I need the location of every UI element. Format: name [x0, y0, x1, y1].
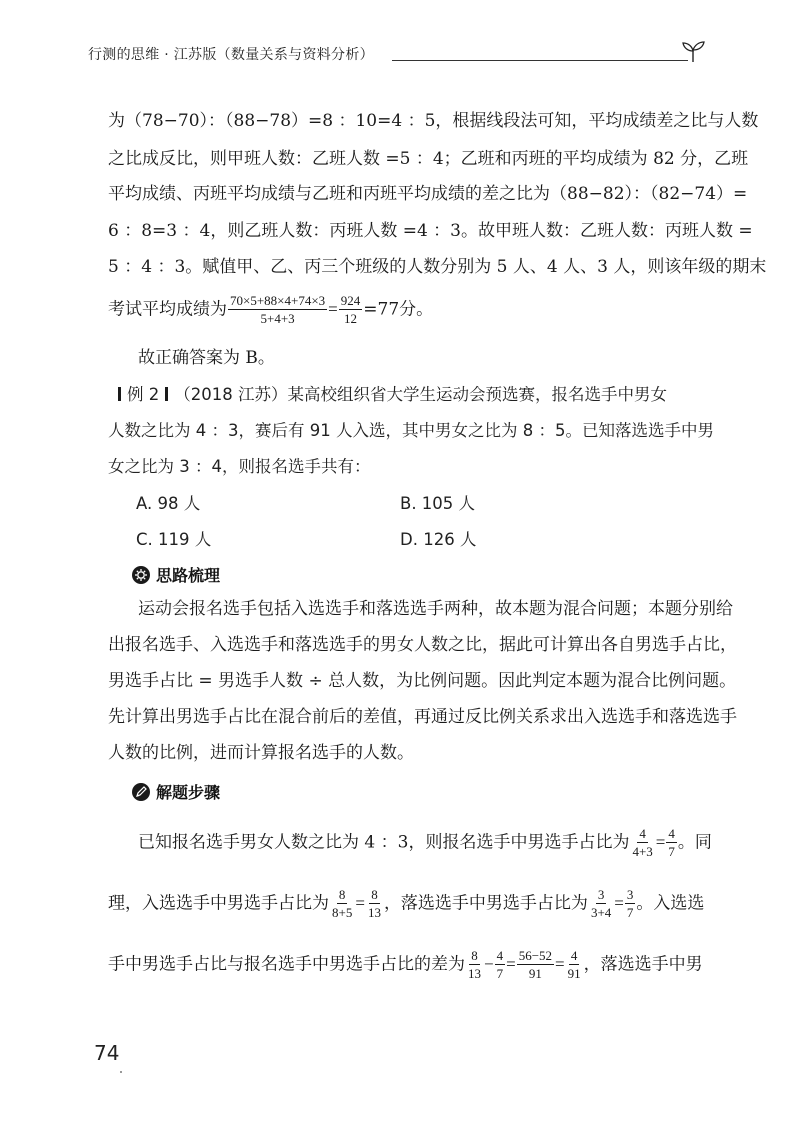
numerator: 4: [570, 948, 578, 963]
text-segment: 理，入选选手中男选手占比为: [108, 893, 329, 914]
fraction: [666, 826, 677, 859]
text-line: 之比成反比，则甲班人数：乙班人数 =5 ：4；乙班和丙班的平均成绩为 82 分，乙班: [108, 149, 749, 169]
denominator: 7: [668, 844, 675, 859]
fraction: [517, 948, 554, 981]
formula-line: [138, 826, 712, 859]
answer-line: 故正确答案为 B。: [138, 348, 275, 368]
numerator: 924: [340, 293, 361, 308]
text-segment: ，落选选手中男选手占比为: [383, 893, 588, 914]
fraction: [330, 887, 354, 920]
denominator: 7: [496, 966, 504, 981]
text-segment: 已知报名选手男女人数之比为 4 ：3，则报名选手中男选手占比为: [138, 832, 630, 853]
section-title: 思路梳理: [156, 566, 221, 585]
text-line: 运动会报名选手包括入选选手和落选选手两种，故本题为混合问题；本题分别给: [138, 599, 733, 619]
section-heading-analysis: [132, 563, 220, 586]
fraction: [625, 887, 636, 920]
denominator: 13: [468, 966, 481, 981]
text-segment: =77分。: [363, 299, 434, 320]
denominator: 12: [344, 311, 358, 326]
fraction: [228, 293, 327, 326]
option-c: C. 119 人: [136, 530, 212, 549]
formula-line: [108, 293, 706, 326]
text-line: 人数的比例，进而计算报名选手的人数。: [108, 743, 414, 763]
section-heading-steps: [132, 780, 220, 803]
denominator: 7: [626, 905, 634, 920]
question-line: 女之比为 3 ：4，则报名选手共有：: [108, 457, 371, 476]
formula-line: [108, 887, 706, 920]
text-segment: ，落选选手中男: [583, 954, 703, 975]
numerator: 8: [338, 887, 346, 902]
question-text: （2018 江苏）某高校组织省大学生运动会预选赛，报名选手中男女: [174, 385, 667, 404]
numerator: 4: [668, 826, 675, 841]
fraction: [466, 948, 483, 981]
option-d: D. 126 人: [400, 530, 477, 549]
numerator: 70×5+88×4+74×3: [230, 293, 326, 308]
question-line: 人数之比为 4 ：3，赛后有 91 人入选，其中男女之比为 8 ：5。已知落选选手中男: [108, 421, 714, 440]
scan-speck: [120, 1071, 122, 1073]
option-a: A. 98 人: [136, 494, 201, 513]
denominator: 5+4+3: [260, 311, 295, 326]
example-tag: 例 2: [127, 385, 160, 404]
fraction: [589, 887, 613, 920]
fraction: [495, 948, 506, 981]
example-bar-left: [118, 387, 121, 401]
numerator: 4: [639, 826, 646, 841]
equals-sign: =: [506, 954, 516, 974]
denominator: 91: [567, 966, 581, 981]
numerator: 4: [496, 948, 504, 963]
equals-sign: =: [328, 299, 338, 319]
text-segment: 考试平均成绩为: [108, 299, 227, 320]
equals-sign: =: [614, 893, 624, 913]
equals-sign: =: [355, 893, 365, 913]
fraction: [630, 826, 654, 859]
example-line: [118, 384, 716, 406]
numerator: 3: [626, 887, 634, 902]
text-segment: 手中男选手占比与报名选手中男选手占比的差为: [108, 954, 465, 975]
numerator: 8: [471, 948, 478, 963]
equals-sign: =: [555, 954, 565, 974]
denominator: 3+4: [590, 905, 612, 920]
fraction: [339, 293, 363, 326]
equals-sign: =: [655, 832, 666, 852]
minus-sign: −: [484, 954, 494, 974]
example-bar-right: [165, 387, 168, 401]
gear-icon: [132, 566, 150, 584]
page-number: 74: [94, 1041, 120, 1065]
text-line: 先计算出男选手占比在混合前后的差值，再通过反比例关系求出入选选手和落选选手: [108, 707, 737, 727]
text-line: 为（78−70）：（88−78）=8 ：10=4 ：5，根据线段法可知，平均成绩差之比与人数: [108, 111, 759, 131]
denominator: 91: [528, 966, 542, 981]
running-header: 行测的思维 · 江苏版（数量关系与资料分析）: [88, 47, 374, 63]
text-line: 出报名选手、入选选手和落选选手的男女人数之比，据此可计算出各自男选手占比，: [108, 635, 737, 655]
section-title: 解题步骤: [156, 783, 221, 802]
fraction: [566, 948, 583, 981]
numerator: 56−52: [518, 948, 553, 963]
pen-icon: [132, 783, 150, 801]
denominator: 13: [367, 905, 381, 920]
sprout-icon: [680, 38, 706, 64]
text-line: 6 ：8=3 ：4，则乙班人数：丙班人数 =4 ：3。故甲班人数：乙班人数：丙班人数 =: [108, 221, 753, 241]
fraction: [366, 887, 383, 920]
header-rule: [392, 60, 688, 61]
option-b: B. 105 人: [400, 494, 476, 513]
numerator: 3: [597, 887, 605, 902]
text-line: 平均成绩、丙班平均成绩与乙班和丙班平均成绩的差之比为（88−82）：（82−74）=: [108, 184, 748, 204]
text-line: 男选手占比 = 男选手人数 ÷ 总人数，为比例问题。因此判定本题为混合比例问题。: [108, 671, 737, 691]
denominator: 4+3: [632, 844, 653, 859]
formula-line: [108, 948, 706, 981]
text-line: 5 ：4 ：3。赋值甲、乙、丙三个班级的人数分别为 5 人、4 人、3 人，则该年级的期末: [108, 257, 767, 277]
numerator: 8: [371, 887, 378, 902]
denominator: 8+5: [332, 905, 353, 920]
text-segment: 。入选选: [636, 893, 705, 914]
text-segment: 。同: [677, 832, 712, 853]
